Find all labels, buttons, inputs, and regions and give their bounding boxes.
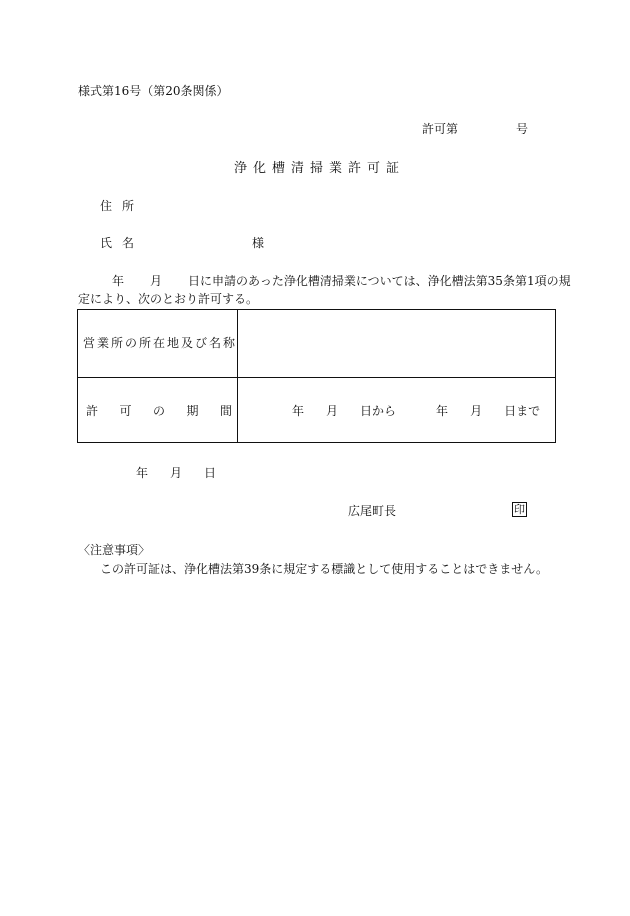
- office-location-label: 営業所の所在地及び名称: [83, 336, 238, 350]
- period-end-year: 年: [436, 404, 449, 418]
- seal-mark: 印: [514, 503, 525, 516]
- period-end-month: 月: [470, 404, 483, 418]
- issuer-title: 広尾町長: [348, 504, 397, 518]
- table-column-divider: [237, 310, 238, 442]
- issue-date: [136, 467, 216, 479]
- permit-period-label-char: の: [152, 404, 165, 418]
- period-start-year: 年: [292, 404, 305, 418]
- permit-details-table: [77, 309, 556, 443]
- period-start-day: 日から: [360, 404, 397, 418]
- issue-year: 年: [136, 466, 149, 480]
- permit-number-prefix: 許可第: [422, 122, 459, 136]
- table-row-divider: [78, 377, 555, 378]
- body-text-line2: 定により、次のとおり許可する。: [78, 292, 259, 306]
- form-number: 様式第16号（第20条関係）: [78, 84, 229, 98]
- permit-period-label-char: 許: [86, 404, 99, 418]
- permit-period-label: [86, 405, 232, 417]
- period-end-day: 日まで: [504, 404, 541, 418]
- notes-text: この許可証は、浄化槽法第39条に規定する標識として使用することはできません。: [100, 562, 548, 576]
- honorific: 様: [252, 236, 265, 250]
- permit-number: [422, 123, 528, 135]
- notes-heading: 〈注意事項〉: [78, 543, 151, 557]
- body-text-line1: [112, 275, 571, 287]
- permit-period-label-char: 可: [119, 404, 132, 418]
- permit-number-suffix: 号: [516, 122, 529, 136]
- body-line1-rest: 日に申請のあった浄化槽清掃業については、浄化槽法第35条第1項の規: [188, 274, 571, 288]
- address-label: 住所: [100, 199, 145, 213]
- permit-period-value: [292, 405, 540, 417]
- period-start-month: 月: [326, 404, 339, 418]
- document-title: 浄化槽清掃業許可証: [234, 161, 406, 176]
- name-label: 氏名: [100, 236, 145, 250]
- issue-month: 月: [170, 466, 183, 480]
- permit-period-label-char: 間: [219, 404, 232, 418]
- body-year: 年: [112, 274, 125, 288]
- permit-period-label-char: 期: [186, 404, 199, 418]
- issue-day: 日: [204, 466, 217, 480]
- body-month: 月: [150, 274, 163, 288]
